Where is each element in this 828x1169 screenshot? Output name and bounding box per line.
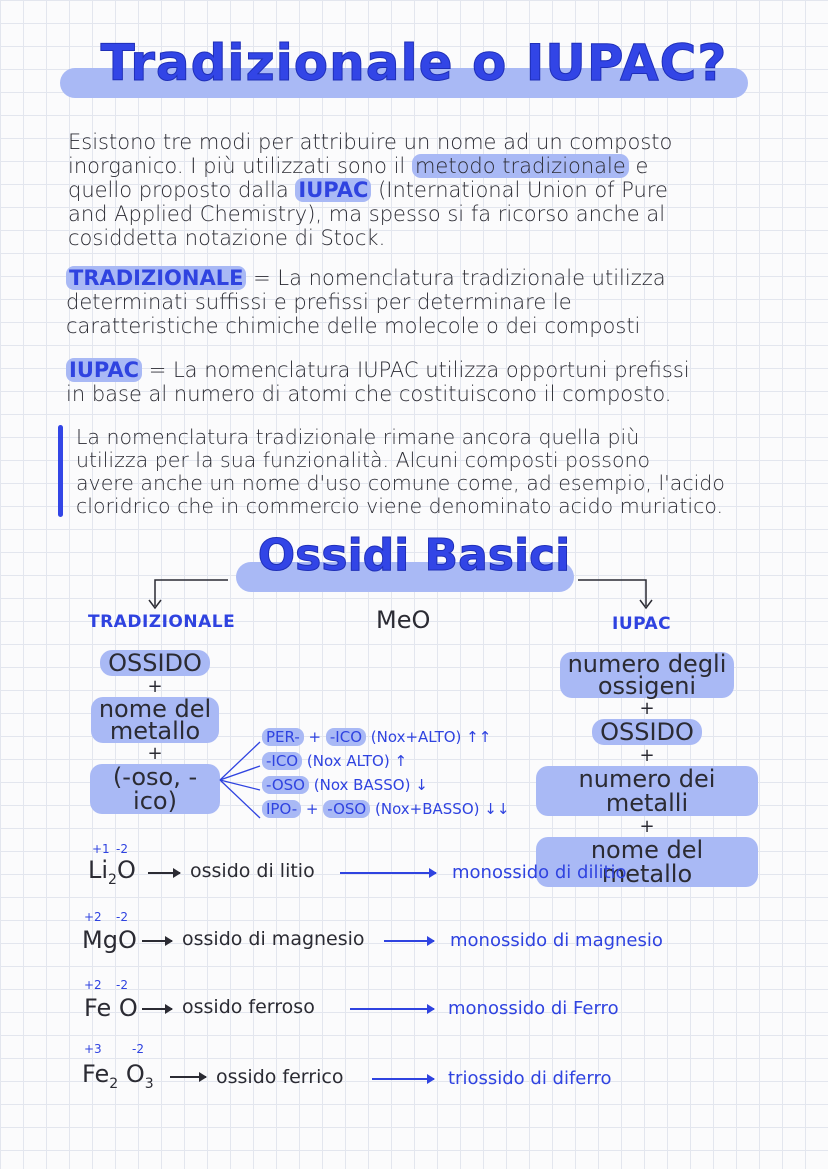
plus-sign: +: [147, 743, 163, 764]
oxidation-oxygen: -2: [116, 842, 128, 856]
suffix-oso: -OSO: [323, 800, 370, 818]
iupac-name: monossido di magnesio: [450, 930, 663, 951]
traditional-name: ossido ferroso: [182, 996, 315, 1018]
intro-text: inorganico. I più utilizzati sono il: [68, 154, 406, 178]
highlight-metodo-tradizionale: metodo tradizionale: [412, 154, 629, 178]
formula-sub: 3: [144, 1075, 154, 1092]
def-line: in base al numero di atomi che costituiscono il composto.: [66, 382, 672, 406]
branch-line: [220, 766, 260, 780]
suffix-note: (Nox+ALTO) ↑↑: [370, 728, 492, 746]
arrow: [170, 1076, 206, 1078]
page-title: Tradizionale o IUPAC?: [100, 34, 728, 92]
formula-part: Li: [88, 856, 109, 884]
general-formula: MeO: [376, 606, 431, 634]
iupac-name: triossido di diferro: [448, 1068, 612, 1089]
suffix-oso: -OSO: [262, 776, 309, 794]
suffix-note: (Nox BASSO) ↓: [313, 776, 428, 794]
ossido-pill: OSSIDO: [592, 719, 702, 745]
right-connector: [578, 580, 646, 606]
traditional-rule: [90, 650, 220, 814]
intro-text: quello proposto dalla: [68, 178, 289, 202]
highlight-iupac: IUPAC: [295, 178, 371, 202]
pill-line: numero degli: [567, 650, 727, 678]
intro-line: [68, 154, 672, 178]
keyword-tradizionale: TRADIZIONALE: [66, 266, 246, 290]
note-bar: [58, 425, 63, 517]
suffix-note: (Nox+BASSO) ↓↓: [375, 800, 510, 818]
branch-line: [220, 742, 260, 780]
oxidation-oxygen: -2: [116, 978, 128, 992]
suffix-op: +: [305, 800, 319, 818]
numero-metalli-pill: numero dei metalli: [536, 766, 758, 816]
plus-sign: +: [639, 816, 655, 837]
def-line: caratteristiche chimiche delle molecole o dei composti: [66, 314, 641, 338]
intro-text: e: [635, 154, 649, 178]
intro-line: and Applied Chemistry), ma spesso si fa ricorso anche al: [68, 202, 666, 226]
formula-part: O: [118, 1060, 145, 1088]
arrow: [350, 1008, 434, 1010]
intro-text: (International Union of Pure: [378, 178, 668, 202]
def-text: = La nomenclatura tradizionale utilizza: [253, 266, 666, 290]
note-line: avere anche un nome d'uso comune come, ad esempio, l'acido: [76, 471, 725, 495]
iupac-name: monossido di Ferro: [448, 998, 619, 1019]
tradizionale-definition: [66, 266, 666, 338]
arrow: [372, 1078, 434, 1080]
plus-sign: +: [639, 745, 655, 766]
pill-line: ossigeni: [597, 672, 697, 700]
suffix-row: [262, 728, 509, 746]
intro-line: [68, 178, 672, 202]
tradizionale-heading: TRADIZIONALE: [88, 612, 236, 632]
traditional-name: ossido di magnesio: [182, 928, 365, 950]
suffix-row: [262, 776, 509, 794]
ossido-pill: OSSIDO: [100, 650, 210, 676]
traditional-name: ossido di litio: [190, 860, 315, 882]
arrow: [340, 872, 436, 874]
iupac-rule: [536, 652, 758, 887]
arrow: [142, 940, 172, 942]
iupac-definition: [66, 358, 690, 406]
traditional-name: ossido ferrico: [216, 1066, 344, 1088]
intro-line: Esistono tre modi per attribuire un nome ad un composto: [68, 130, 673, 154]
nome-metallo-pill: [91, 697, 219, 743]
pill-line: metallo: [109, 717, 201, 745]
formula-fe2o3: [82, 1060, 154, 1092]
plus-sign: +: [639, 698, 655, 719]
def-text: = La nomenclatura IUPAC utilizza opportuni prefissi: [148, 358, 690, 382]
prefix-per: PER-: [262, 728, 304, 746]
oxidation-metal: +2: [84, 978, 102, 992]
keyword-iupac: IUPAC: [66, 358, 142, 382]
suffix-pill: (-oso, -ico): [90, 764, 220, 814]
def-line: determinati suffissi e prefissi per determinare le: [66, 290, 572, 314]
oxidation-metal: +1: [92, 842, 110, 856]
iupac-heading: IUPAC: [612, 614, 672, 634]
suffix-list: [262, 728, 509, 818]
nome-metallo-pill: nome del metallo: [536, 837, 758, 887]
formula-part: Fe: [82, 1060, 110, 1088]
branch-line: [220, 780, 260, 818]
oxidation-metal: +2: [84, 910, 102, 924]
suffix-row: [262, 800, 509, 818]
formula-mgo: MgO: [82, 926, 137, 954]
prefix-ipo: IPO-: [262, 800, 301, 818]
section-title: Ossidi Basici: [257, 530, 571, 581]
formula-sub: 2: [109, 1075, 119, 1092]
formula-feo: Fe O: [84, 994, 138, 1022]
iupac-name: monossido di dilitio: [452, 862, 627, 883]
plus-sign: +: [147, 676, 163, 697]
numero-ossigeni-pill: [560, 652, 735, 698]
formula-sub: 2: [108, 871, 117, 888]
note-line: cloridrico che in commercio viene denominato acido muriatico.: [76, 494, 724, 518]
intro-line: cosiddetta notazione di Stock.: [68, 226, 386, 250]
left-connector: [155, 580, 228, 606]
suffix-row: [262, 752, 509, 770]
def-line: [66, 358, 690, 382]
suffix-ico: -ICO: [262, 752, 302, 770]
oxidation-metal: +3: [84, 1042, 102, 1056]
def-line: [66, 266, 666, 290]
oxidation-oxygen: -2: [132, 1042, 144, 1056]
intro-paragraph: [68, 130, 672, 250]
arrow: [142, 1008, 172, 1010]
suffix-branches: [216, 730, 266, 830]
suffix-ico: -ICO: [326, 728, 366, 746]
oxidation-oxygen: -2: [116, 910, 128, 924]
note-line: utilizza per la sua funzionalità. Alcuni composti possono: [76, 448, 651, 472]
pill-line: nome del: [98, 695, 212, 723]
formula-part: O: [116, 856, 136, 884]
formula-li2o: [88, 856, 136, 888]
arrow: [384, 940, 434, 942]
suffix-op: +: [308, 728, 322, 746]
note-line: La nomenclatura tradizionale rimane ancora quella più: [76, 425, 640, 449]
suffix-note: (Nox ALTO) ↑: [306, 752, 408, 770]
arrow: [148, 872, 180, 874]
note-paragraph: [76, 426, 725, 518]
